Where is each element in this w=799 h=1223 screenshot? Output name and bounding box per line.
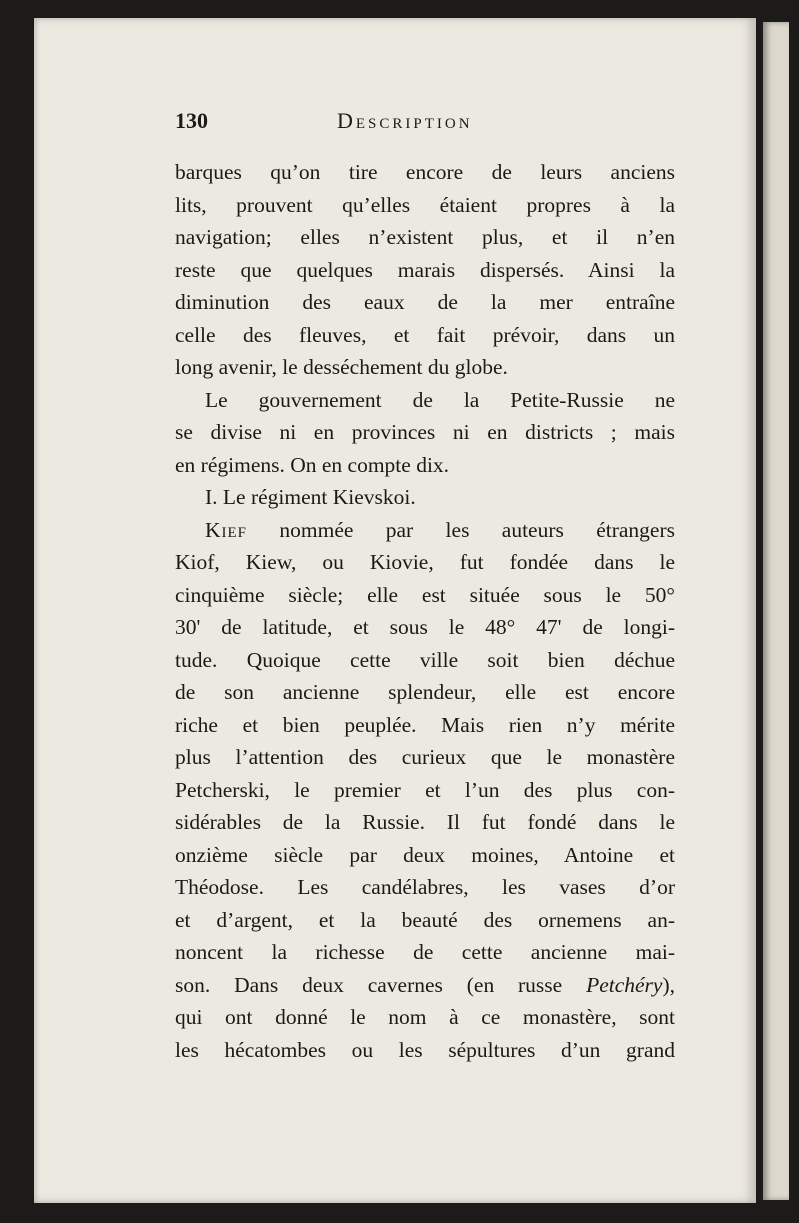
text-line: diminution des eaux de la mer entraîne	[175, 290, 675, 314]
text-line: cinquième siècle; elle est située sous le 50°	[175, 582, 675, 607]
text-line-rest: nommée par les auteurs étrangers	[279, 517, 675, 542]
text-line: se divise ni en provinces ni en districts ; mais	[175, 420, 675, 444]
text-line: noncent la richesse de cette ancienne mai-	[175, 940, 675, 964]
text-line: tude. Quoique cette ville soit bien déchue	[175, 647, 675, 672]
text-line: Kiof, Kiew, ou Kiovie, fut fondée dans le	[175, 550, 675, 574]
text-line: onzième siècle par deux moines, Antoine et	[175, 842, 675, 867]
text-line: reste que quelques marais dispersés. Ainsi la	[175, 257, 675, 282]
section-heading: I. Le régiment Kievskoi.	[205, 485, 416, 509]
text-line	[175, 514, 675, 547]
text-line: Petcherski, le premier et l’un des plus con-	[175, 777, 675, 802]
text-line-start: son. Dans deux cavernes (en russe	[175, 972, 563, 997]
text-line	[175, 969, 675, 1002]
running-head	[175, 108, 675, 138]
text-line: en régimens. On en compte dix.	[175, 452, 450, 477]
text-line: de son ancienne splendeur, elle est encore	[175, 680, 675, 704]
page-number: 130	[175, 108, 208, 133]
kief-word: Kief	[205, 517, 248, 542]
text-line: les hécatombes ou les sépultures d’un grand	[175, 1037, 675, 1062]
running-title: Description	[337, 108, 473, 133]
facing-page-edge	[763, 22, 789, 1200]
text-line: sidérables de la Russie. Il fut fondé dans le	[175, 810, 675, 834]
text-line: barques qu’on tire encore de leurs anciens	[175, 160, 675, 184]
petchery-word: Petchéry	[586, 972, 663, 997]
text-line: long avenir, le desséchement du globe.	[175, 355, 508, 379]
text-line: 30' de latitude, et sous le 48° 47' de longi-	[175, 615, 675, 639]
text-line: qui ont donné le nom à ce monastère, sont	[175, 1005, 675, 1029]
text-line: lits, prouvent qu’elles étaient propres à la	[175, 192, 675, 217]
petchery-close: ),	[662, 972, 675, 997]
text-line: celle des fleuves, et fait prévoir, dans un	[175, 322, 675, 347]
text-line: riche et bien peuplée. Mais rien n’y mérite	[175, 712, 675, 737]
text-line: plus l’attention des curieux que le monastère	[175, 745, 675, 769]
text-line: Théodose. Les candélabres, les vases d’or	[175, 875, 675, 899]
text-line: et d’argent, et la beauté des ornemens an-	[175, 907, 675, 932]
text-line: Le gouvernement de la Petite-Russie ne	[205, 387, 675, 412]
body-text	[175, 156, 675, 1066]
text-line: navigation; elles n’existent plus, et il n’en	[175, 225, 675, 249]
